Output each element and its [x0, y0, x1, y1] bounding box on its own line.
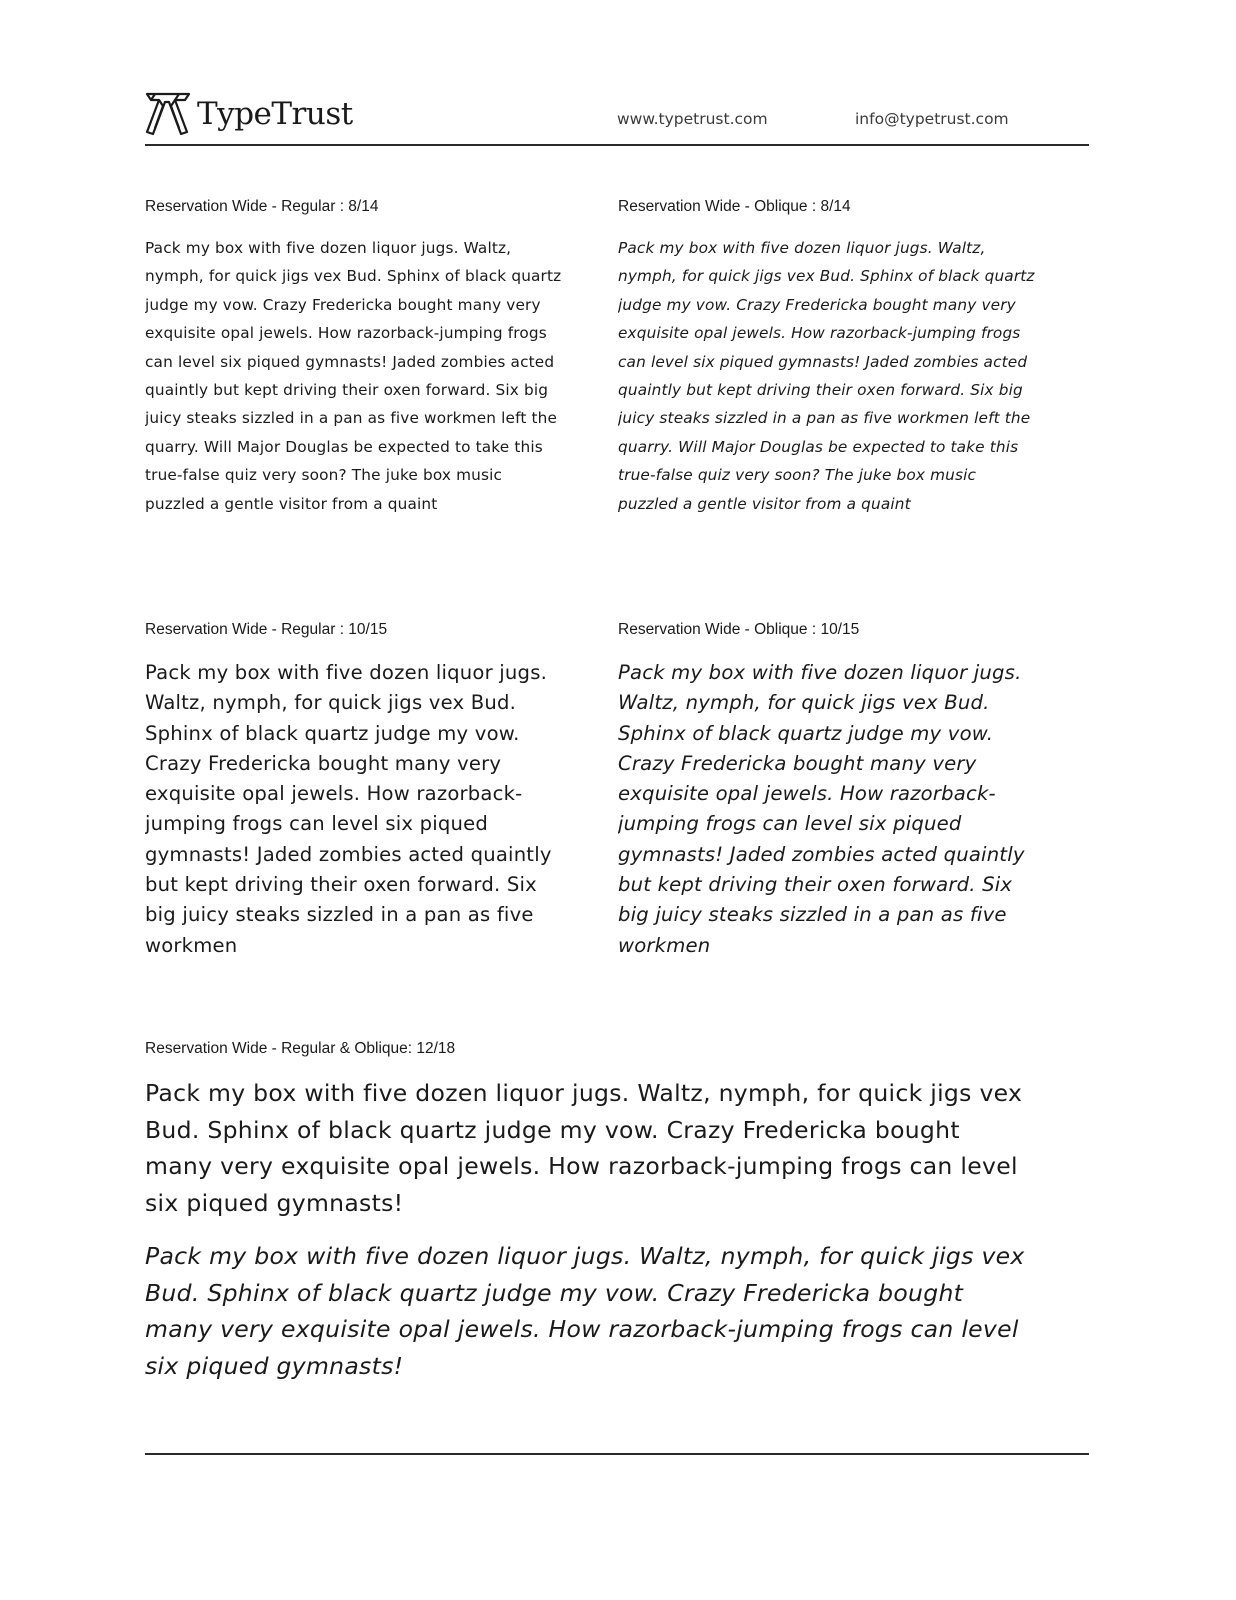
logo-wordmark: TypeTrust: [197, 95, 353, 132]
website-link[interactable]: www.typetrust.com: [617, 110, 768, 128]
specimen-regular-10-15: Pack my box with five dozen liquor jugs. Waltz, nymph, for quick jigs vex Bud. Sphinx of black quartz judge my vow. Crazy Fredericka bought many very exquisite opal jewels. How razorback-jumping frogs can level six piqued gymnasts! Jaded zombies acted quaintly but kept driving their oxen forward. Six big juicy steaks sizzled in a pan as five workmen: [145, 661, 552, 957]
specimen-oblique-12-18: Pack my box with five dozen liquor jugs. Waltz, nymph, for quick jigs vex Bud. Sphinx of black quartz judge my vow. Crazy Fredericka bought many very exquisite opal jewels. How razorback-jumping frogs can level six piqued gymnasts!: [145, 1242, 1025, 1380]
footer-divider: [145, 1453, 1089, 1455]
section-label-oblique-10-15: Reservation Wide - Oblique : 10/15: [618, 621, 860, 638]
section-label-regular-8-14: Reservation Wide - Regular : 8/14: [145, 198, 379, 215]
section-label-regular-oblique-12-18: Reservation Wide - Regular & Oblique: 12/18: [145, 1040, 456, 1057]
section-label-oblique-8-14: Reservation Wide - Oblique : 8/14: [618, 198, 851, 215]
specimen-oblique-10-15: Pack my box with five dozen liquor jugs. Waltz, nymph, for quick jigs vex Bud. Sphinx of black quartz judge my vow. Crazy Fredericka bought many very exquisite opal jewels. How razorback-jumping frogs can level six piqued gymnasts! Jaded zombies acted quaintly but kept driving their oxen forward. Six big juicy steaks sizzled in a pan as five workmen: [618, 661, 1025, 957]
specimen-regular-8-14: Pack my box with five dozen liquor jugs. Waltz, nymph, for quick jigs vex Bud. Sphinx of black quartz judge my vow. Crazy Fredericka bought many very exquisite opal jewels. How razorback-jumping frogs can level six piqued gymnasts! Jaded zombies acted quaintly but kept driving their oxen forward. Six big juicy steaks sizzled in a pan as five workmen left the quarry. Will Major Douglas be expected to take this true-false quiz very soon? The juke box music puzzled a gentle visitor from a quaint: [145, 239, 562, 513]
page-header: [145, 90, 1089, 144]
logo: [145, 92, 353, 136]
specimen-oblique-8-14: Pack my box with five dozen liquor jugs. Waltz, nymph, for quick jigs vex Bud. Sphinx of black quartz judge my vow. Crazy Fredericka bought many very exquisite opal jewels. How razorback-jumping frogs can level six piqued gymnasts! Jaded zombies acted quaintly but kept driving their oxen forward. Six big juicy steaks sizzled in a pan as five workmen left the quarry. Will Major Douglas be expected to take this true-false quiz very soon? The juke box music puzzled a gentle visitor from a quaint: [618, 239, 1035, 513]
header-divider: [145, 144, 1089, 146]
typetrust-logo-icon: [145, 92, 191, 136]
specimen-regular-12-18: Pack my box with five dozen liquor jugs. Waltz, nymph, for quick jigs vex Bud. Sphinx of black quartz judge my vow. Crazy Fredericka bought many very exquisite opal jewels. How razorback-jumping frogs can level six piqued gymnasts!: [145, 1079, 1023, 1217]
section-label-regular-10-15: Reservation Wide - Regular : 10/15: [145, 621, 388, 638]
email-link[interactable]: info@typetrust.com: [855, 110, 1009, 128]
